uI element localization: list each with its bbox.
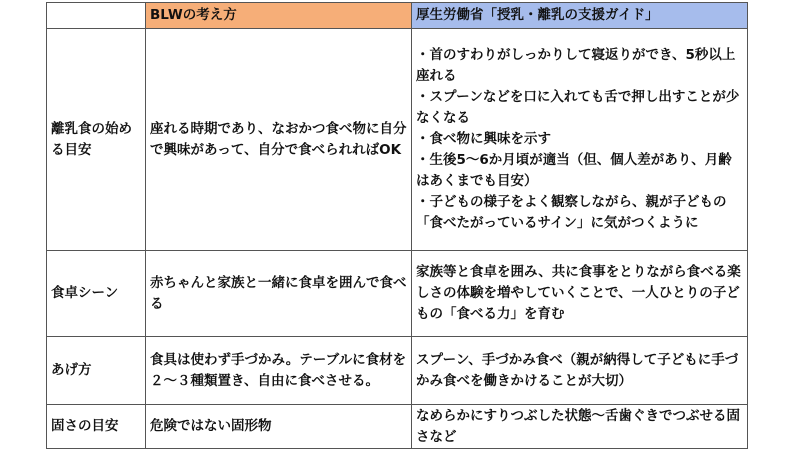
list-item: ・生後5～6か月頃が適当（但、個人差があり、月齢はあくまでも目安）: [416, 152, 732, 189]
list-item: ・子どもの様子をよく観察しながら、親が子どもの「食べたがっているサイン」に気がつくように: [416, 194, 727, 231]
header-blank-cell: [47, 3, 146, 29]
header-mhlw-guide: 厚生労働省「授乳・離乳の支援ガイド」: [412, 3, 748, 29]
blw-feeding-method: 食具は使わず手づかみ。テーブルに食材を２～３種類置き、自由に食べさせる。: [146, 337, 412, 405]
table-row: [47, 251, 748, 337]
blw-hardness: 危険ではない固形物: [146, 405, 412, 449]
row-label-feeding-method: あげ方: [47, 337, 146, 405]
comparison-table: [46, 2, 748, 449]
header-blw: BLWの考え方: [146, 3, 412, 29]
row-label-hardness: 固さの目安: [47, 405, 146, 449]
mhlw-start-timing: [412, 29, 748, 251]
list-item: ・首のすわりがしっかりして寝返りができ、5秒以上座れる: [416, 47, 736, 84]
blw-start-timing: 座れる時期であり、なおかつ食べ物に自分で興味があって、自分で食べられればOK: [146, 29, 412, 251]
table-header-row: [47, 3, 748, 29]
mhlw-dining-scene: 家族等と食卓を囲み、共に食事をとりながら食べる楽しさの体験を増やしていくことで、一人ひとりの子どもの「食べる力」を育む: [412, 251, 748, 337]
table-row: [47, 29, 748, 251]
list-item: ・食べ物に興味を示す: [416, 131, 551, 147]
row-label-start-timing: 離乳食の始める目安: [47, 29, 146, 251]
list-item: ・スプーンなどを口に入れても舌で押し出すことが少なくなる: [416, 89, 740, 126]
blw-dining-scene: 赤ちゃんと家族と一緒に食卓を囲んで食べる: [146, 251, 412, 337]
mhlw-hardness: なめらかにすりつぶした状態～舌歯ぐきでつぶせる固さなど: [412, 405, 748, 449]
table-row: [47, 405, 748, 449]
row-label-dining-scene: 食卓シーン: [47, 251, 146, 337]
table-row: [47, 337, 748, 405]
mhlw-feeding-method: スプーン、手づかみ食べ（親が納得して子どもに手づかみ食べを働きかけることが大切）: [412, 337, 748, 405]
